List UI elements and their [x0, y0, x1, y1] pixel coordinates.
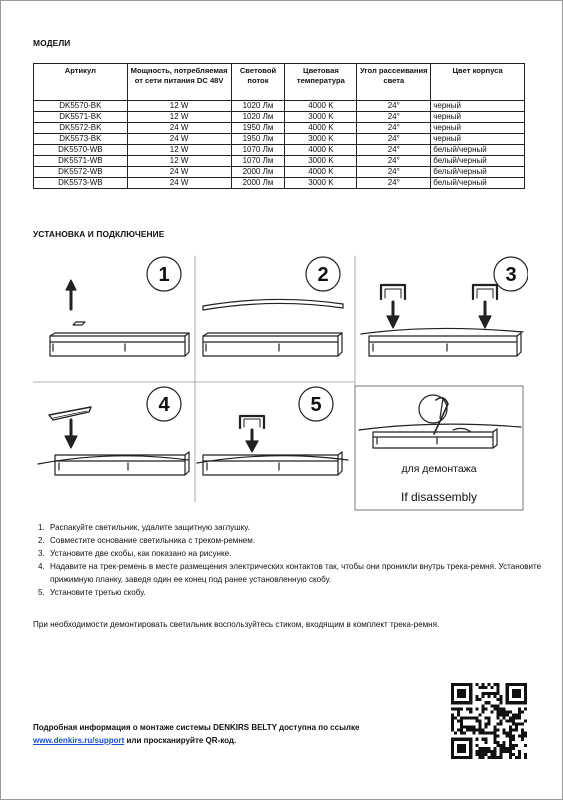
table-row: [34, 156, 525, 167]
table-cell: 1950 Лм: [231, 123, 285, 134]
table-cell: 3000 K: [285, 178, 357, 189]
disassembly-label-ru: для демонтажа: [401, 463, 477, 475]
table-row: [34, 123, 525, 134]
step5-illustration: [197, 387, 348, 475]
table-cell: 4000 K: [285, 123, 357, 134]
support-link[interactable]: www.denkirs.ru/support: [33, 736, 125, 745]
disassembly-note: При необходимости демонтировать светильник воспользуйтесь стиком, входящим в комплект трека-ремня.: [33, 620, 440, 629]
table-cell: 1950 Лм: [231, 134, 285, 145]
table-cell: DK5571-WB: [34, 156, 128, 167]
footer-line1: Подробная информация о монтаже системы DENKIRS BELTY доступна по ссылке: [33, 723, 360, 732]
table-cell: черный: [431, 101, 525, 112]
models-table: [33, 63, 525, 189]
table-cell: 12 W: [127, 112, 231, 123]
table-cell: DK5573-BK: [34, 134, 128, 145]
table-cell: DK5572-BK: [34, 123, 128, 134]
table-cell: 12 W: [127, 101, 231, 112]
table-cell: 12 W: [127, 156, 231, 167]
models-heading: МОДЕЛИ: [33, 38, 71, 48]
table-cell: 4000 K: [285, 167, 357, 178]
table-cell: 24°: [357, 145, 431, 156]
step-number-4: 4: [158, 394, 170, 416]
col-header-flux: Световой поток: [231, 64, 285, 101]
table-cell: 1020 Лм: [231, 112, 285, 123]
table-cell: 1020 Лм: [231, 101, 285, 112]
table-cell: 3000 K: [285, 112, 357, 123]
table-cell: 4000 K: [285, 101, 357, 112]
list-item: 4. Надавите на трек-ремень в месте размещения электрических контактов так, чтобы они проникли внутрь трека-ремня. Установите прижимную планку, заведя один ее конец под ранее установленную скобу.: [47, 560, 547, 586]
table-row: [34, 167, 525, 178]
table-cell: 2000 Лм: [231, 178, 285, 189]
table-cell: DK5570-WB: [34, 145, 128, 156]
qr-code[interactable]: [451, 683, 527, 759]
table-cell: белый/черный: [431, 167, 525, 178]
installation-steps: [33, 521, 547, 599]
table-cell: 24 W: [127, 134, 231, 145]
table-cell: 24 W: [127, 123, 231, 134]
list-item: 3. Установите две скобы, как показано на рисунке.: [47, 547, 547, 560]
list-item: 1. Распакуйте светильник, удалите защитную заглушку.: [47, 521, 547, 534]
step-number-3: 3: [505, 264, 517, 286]
table-row: [34, 145, 525, 156]
table-cell: 3000 K: [285, 134, 357, 145]
table-row: [34, 134, 525, 145]
table-row: [34, 112, 525, 123]
footer-line2: или просканируйте QR-код.: [124, 736, 237, 745]
table-cell: 4000 K: [285, 145, 357, 156]
install-heading: УСТАНОВКА И ПОДКЛЮЧЕНИЕ: [33, 229, 165, 239]
col-header-beam-angle: Угол рассеивания света: [357, 64, 431, 101]
step-number-1: 1: [158, 264, 170, 286]
table-row: [34, 101, 525, 112]
table-cell: 1070 Лм: [231, 145, 285, 156]
table-cell: белый/черный: [431, 145, 525, 156]
table-row: [34, 178, 525, 189]
col-header-article: Артикул: [34, 64, 128, 101]
table-cell: DK5572-WB: [34, 167, 128, 178]
table-cell: 1070 Лм: [231, 156, 285, 167]
col-header-color-temp: Цветовая температура: [285, 64, 357, 101]
table-cell: 2000 Лм: [231, 167, 285, 178]
col-header-body-color: Цвет корпуса: [431, 64, 525, 101]
step-number-2: 2: [317, 264, 329, 286]
table-cell: черный: [431, 134, 525, 145]
col-header-power: Мощность, потребляемая от сети питания DC 48V: [127, 64, 231, 101]
table-cell: DK5571-BK: [34, 112, 128, 123]
table-cell: DK5573-WB: [34, 178, 128, 189]
table-cell: 24 W: [127, 167, 231, 178]
table-cell: 24°: [357, 123, 431, 134]
table-cell: 3000 K: [285, 156, 357, 167]
table-cell: 24°: [357, 156, 431, 167]
step3-illustration: [361, 257, 528, 356]
installation-diagram: [33, 252, 528, 517]
step-number-5: 5: [310, 394, 322, 416]
disassembly-label-en: If disassembly: [400, 490, 478, 504]
table-cell: 24°: [357, 101, 431, 112]
list-item: 5. Установите третью скобу.: [47, 586, 547, 599]
table-cell: 24°: [357, 134, 431, 145]
list-item: 2. Совместите основание светильника с треком-ремнем.: [47, 534, 547, 547]
table-cell: 12 W: [127, 145, 231, 156]
table-cell: черный: [431, 123, 525, 134]
table-cell: 24 W: [127, 178, 231, 189]
table-header-row: [34, 64, 525, 101]
table-cell: белый/черный: [431, 156, 525, 167]
table-cell: 24°: [357, 178, 431, 189]
table-cell: белый/черный: [431, 178, 525, 189]
table-cell: DK5570-BK: [34, 101, 128, 112]
table-cell: черный: [431, 112, 525, 123]
table-cell: 24°: [357, 167, 431, 178]
table-cell: 24°: [357, 112, 431, 123]
footer-text: [33, 721, 433, 747]
